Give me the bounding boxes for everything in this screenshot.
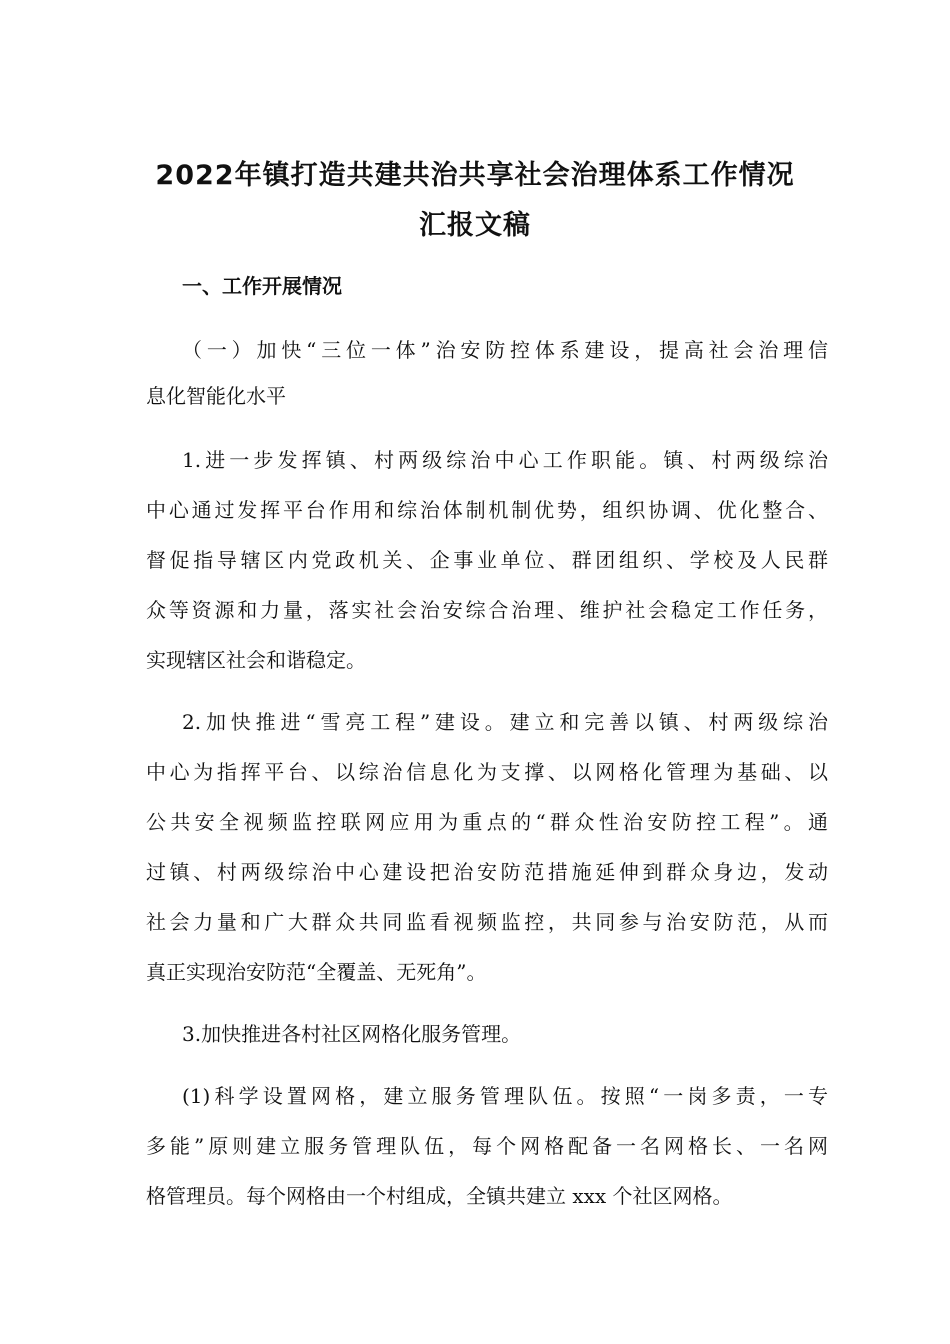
paragraph-line: 格管理员。每个网格由一个村组成，全镇共建立 xxx 个社区网格。	[146, 1184, 733, 1208]
paragraph-line: 多能”原则建立服务管理队伍，每个网格配备一名网格长、一名网	[146, 1134, 828, 1158]
paragraph-line: 2.加快推进“雪亮工程”建设。建立和完善以镇、村两级综治	[182, 710, 828, 734]
paragraph-line: 公共安全视频监控联网应用为重点的“群众性治安防控工程”。通	[146, 810, 828, 834]
paragraph-line: (1)科学设置网格，建立服务管理队伍。按照“一岗多责，一专	[182, 1084, 828, 1108]
paragraph-line: 督促指导辖区内党政机关、企事业单位、群团组织、学校及人民群	[146, 548, 828, 572]
paragraph-line: 众等资源和力量，落实社会治安综合治理、维护社会稳定工作任务，	[146, 598, 828, 622]
paragraph-line: 息化智能化水平	[146, 384, 286, 408]
section-heading: 一、工作开展情况	[182, 274, 342, 298]
document-title-line-2: 汇报文稿	[419, 210, 531, 241]
document-title-line-1: 2022年镇打造共建共治共享社会治理体系工作情况	[155, 160, 795, 191]
paragraph-line: 真正实现治安防范“全覆盖、无死角”。	[146, 960, 487, 984]
paragraph-line: 中心为指挥平台、以综治信息化为支撑、以网格化管理为基础、以	[146, 760, 828, 784]
paragraph-line: 中心通过发挥平台作用和综治体制机制优势，组织协调、优化整合、	[146, 498, 828, 522]
paragraph-line: （一）加快“三位一体”治安防控体系建设，提高社会治理信	[182, 338, 828, 362]
paragraph-line: 过镇、村两级综治中心建设把治安防范措施延伸到群众身边，发动	[146, 860, 828, 884]
paragraph-line: 3.加快推进各村社区网格化服务管理。	[182, 1022, 522, 1046]
paragraph-line: 实现辖区社会和谐稳定。	[146, 648, 366, 672]
paragraph-line: 1.进一步发挥镇、村两级综治中心工作职能。镇、村两级综治	[182, 448, 828, 472]
paragraph-line: 社会力量和广大群众共同监看视频监控，共同参与治安防范，从而	[146, 910, 828, 934]
